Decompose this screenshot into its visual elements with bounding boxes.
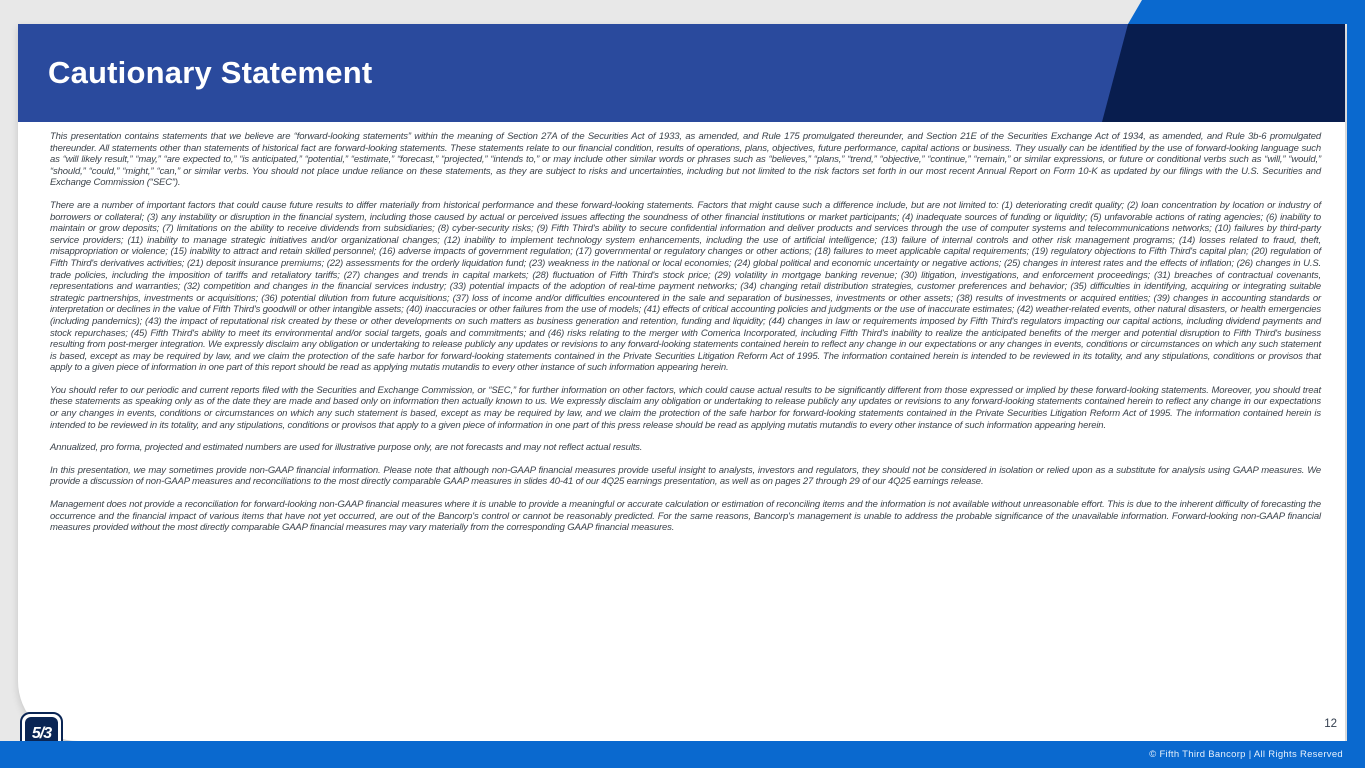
paragraph-non-gaap-reconciliation: Management does not provide a reconciliation for forward-looking non-GAAP financial measures where it is unable to provide a meaningful or accurate calculation or estimation of reconciling items and the information is not available without unreasonable effort. This is due to the inherent difficulty of forecasting the occurrence and the financial impact of various items that have not yet occurred, are out of the Bancorp's control or cannot be reasonably predicted. For the same reasons, Bancorp's management is unable to address the probable significance of the unavailable information. Forward-looking non-GAAP financial measures provided without the most directly comparable GAAP financial measures may vary materially from the corresponding GAAP financial measures. xyxy=(50,499,1321,534)
top-right-accent-band xyxy=(1128,0,1365,24)
copyright-text: © Fifth Third Bancorp | All Rights Reserved xyxy=(1149,749,1343,760)
paragraph-sec-reports: You should refer to our periodic and current reports filed with the Securities and Exchange Commission, or “SEC,” for further information on other factors, which could cause actual results to be significantly different from those expressed or implied by these forward-looking statements. Moreover, you should treat these statements as speaking only as of the date they are made and based only on information then actually known to us. We expressly disclaim any obligation or undertaking to release publicly any updates or revisions to any forward-looking statements contained herein to reflect any change in our expectations or any changes in events, conditions or circumstances on which any such statement is based, except as may be required by law, and we claim the protection of the safe harbor for forward-looking statements contained in the Private Securities Litigation Reform Act of 1995. The information contained herein is intended to be reviewed in its totality, and any stipulations, conditions or provisos that apply to a given piece of information in one part of this press release should be read as applying mutatis mutandis to every other instance of such information appearing herein. xyxy=(50,384,1321,431)
fifth-third-53-mark-icon: 5/3 xyxy=(25,717,58,750)
paragraph-non-gaap-info: In this presentation, we may sometimes provide non-GAAP financial information. Please note that although non-GAAP financial measures provide useful insight to analysts, investors and regulators, they should not be considered in isolation or relied upon as a substitute for analysis using GAAP measures. We provide a discussion of non-GAAP measures and reconciliations to the most directly comparable GAAP measures in slides 40-41 of our 4Q25 earnings presentation, as well as on pages 27 through 29 of our 4Q25 earnings release. xyxy=(50,464,1321,488)
right-accent-strip xyxy=(1347,0,1365,741)
footer-bar xyxy=(0,741,1365,768)
paragraph-risk-factors-list: There are a number of important factors that could cause future results to differ materially from historical performance and these forward-looking statements. Factors that might cause such a difference include, but are not limited to: (1) deteriorating credit quality; (2) loan concentration by location or industry of borrowers or collateral; (3) any instability or disruption in the financial system, including those caused by actual or perceived issues affecting the soundness of other financial institutions or market participants; (4) inadequate sources of funding or liquidity; (5) unfavorable actions of rating agencies; (6) inability to maintain or grow deposits; (7) limitations on the ability to receive dividends from subsidiaries; (8) cyber-security risks; (9) Fifth Third's ability to secure confidential information and deliver products and services through the use of computer systems and telecommunications networks; (10) failures by third-party service providers; (11) inability to manage strategic initiatives and/or organizational changes; (12) inability to implement technology system enhancements, including the use of artificial intelligence; (13) failure of internal controls and other risk management programs; (14) losses related to fraud, theft, misappropriation or violence; (15) inability to attract and retain skilled personnel; (16) adverse impacts of government regulation; (17) governmental or regulatory changes or other actions; (18) failures to meet applicable capital requirements; (19) regulatory objections to Fifth Third's capital plan; (20) regulation of Fifth Third's derivatives activities; (21) deposit insurance premiums; (22) assessments for the orderly liquidation fund; (23) weakness in the national or local economies; (24) global political and economic uncertainty or negative actions; (25) changes in interest rates and the effects of inflation; (26) changes in U.S. trade policies, including the imposition of tariffs and retaliatory tariffs; (27) changes and trends in capital markets; (28) fluctuation of Fifth Third's stock price; (29) volatility in mortgage banking revenue; (30) litigation, investigations, and enforcement proceedings; (31) breaches of contractual covenants, representations and warranties; (32) competition and changes in the financial services industry; (33) potential impacts of the adoption of real-time payment networks; (34) changing retail distribution strategies, customer preferences and behavior; (35) difficulties in identifying, acquiring or integrating suitable strategic partnerships, investments or acquisitions; (36) potential dilution from future acquisitions; (37) loss of income and/or difficulties encountered in the sale and separation of businesses, investments or other assets; (38) results of investments or acquired entities; (39) changes in accounting standards or interpretation or declines in the value of Fifth Third's goodwill or other intangible assets; (40) inaccuracies or other failures from the use of models; (41) effects of critical accounting policies and judgments or the use of inaccurate estimates; (42) weather-related events, other natural disasters, or health emergencies (including pandemics); (43) the impact of reputational risk created by these or other developments on such matters as business generation and retention, funding and liquidity; (44) changes in law or requirements imposed by Fifth Third's regulators impacting our capital actions, including dividend payments and stock repurchases; (45) Fifth Third's ability to meet its environmental and/or social targets, goals and commitments; and (46) risks relating to the merger with Comerica Incorporated, including Fifth Third's inability to realize the anticipated benefits of the merger and potential disruption to Fifth Third's business resulting from post-merger integration. We expressly disclaim any obligation or undertaking to release publicly any updates or revisions to any forward-looking statements contained herein to reflect any change in our expectations or any changes in events, conditions or circumstances on which any such statement is based, except as may be required by law, and we claim the protection of the safe harbor for forward-looking statements contained in the Private Securities Litigation Reform Act of 1995. The information contained herein is intended to be reviewed in its totality, and any stipulations, conditions or provisos that apply to a given piece of information in one part of this report should be read as applying mutatis mutandis to every other instance of such information appearing herein. xyxy=(50,199,1321,374)
paragraph-annualized-numbers: Annualized, pro forma, projected and estimated numbers are used for illustrative purpose only, are not forecasts and may not reflect actual results. xyxy=(50,442,643,454)
page-title: Cautionary Statement xyxy=(48,55,373,90)
page-number: 12 xyxy=(1324,718,1337,730)
cautionary-text-block xyxy=(50,131,1321,545)
header-decoration-parallelogram xyxy=(1102,24,1345,122)
paragraph-forward-looking-intro: This presentation contains statements that we believe are “forward-looking statements” within the meaning of Section 27A of the Securities Act of 1933, as amended, and Rule 175 promulgated thereunder, and Section 21E of the Securities Exchange Act of 1934, as amended, and Rule 3b-6 promulgated thereunder. All statements other than statements of historical fact are forward-looking statements. These statements relate to our financial condition, results of operations, plans, objectives, future performance, capital actions or business. They usually can be identified by the use of forward-looking language such as “will likely result,” “may,” “are expected to,” “is anticipated,” “potential,” “estimate,” “forecast,” “projected,” “intends to,” or may include other similar words or phrases such as “believes,” “plans,” “trend,” “objective,” “continue,” “remain,” or similar expressions, or future or conditional verbs such as “will,” “would,” “should,” “could,” “might,” “can,” or similar verbs. You should not place undue reliance on these statements, as they are subject to risks and uncertainties, including but not limited to the risk factors set forth in our most recent Annual Report on Form 10-K as updated by our filings with the U.S. Securities and Exchange Commission (“SEC”). xyxy=(50,131,1321,189)
